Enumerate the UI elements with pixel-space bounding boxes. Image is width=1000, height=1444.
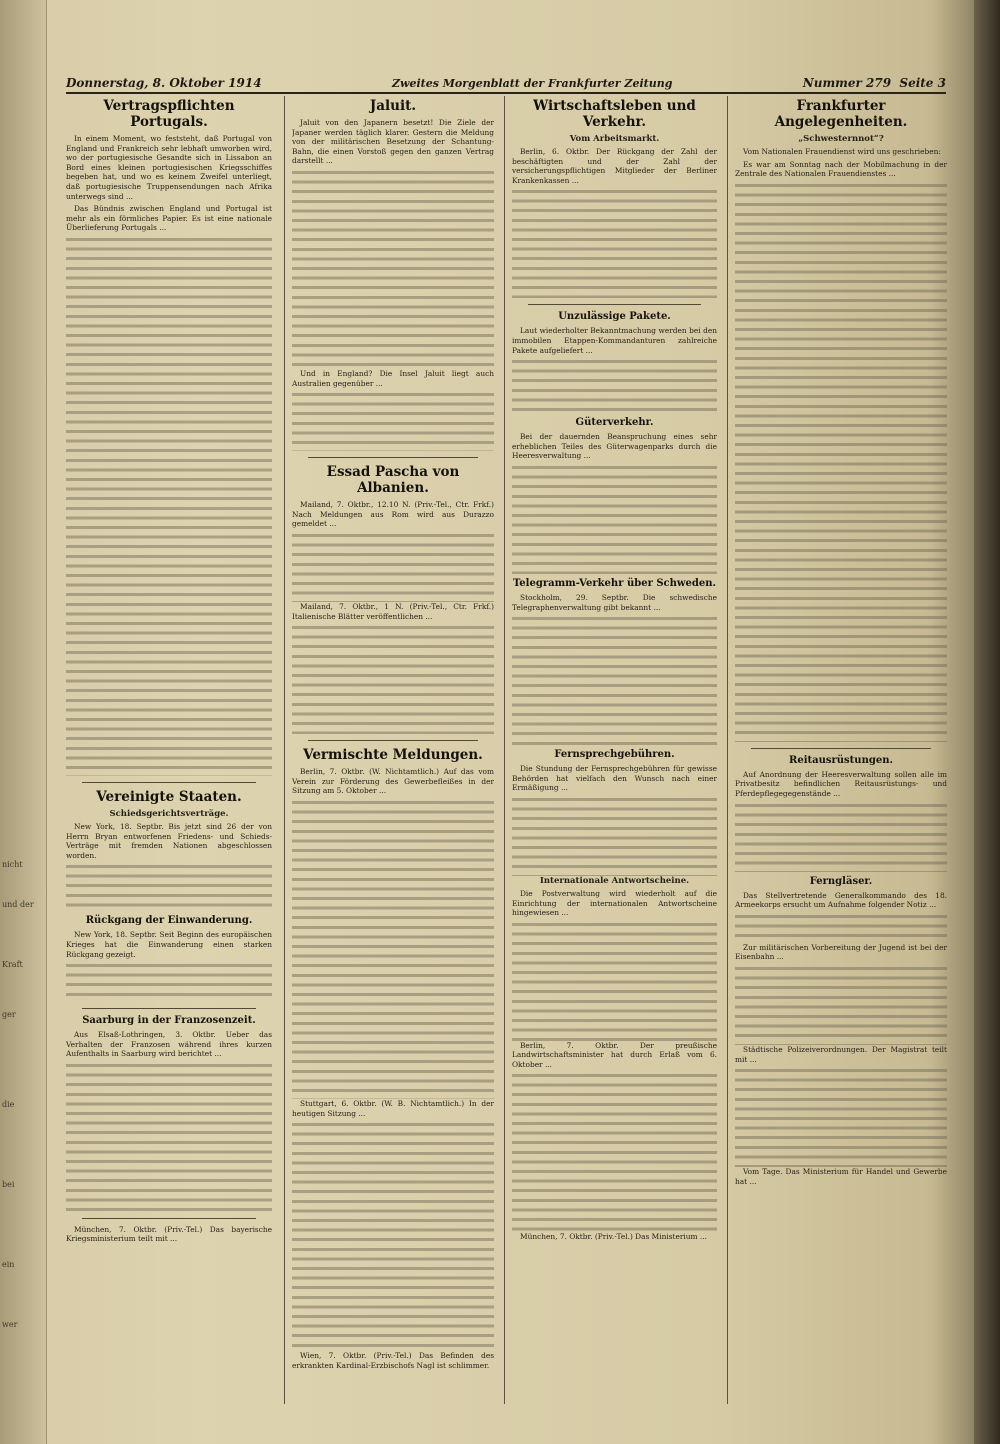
article-text: Die Postverwaltung wird wiederholt auf die Einrichtung der internationalen Antwortscheine hingewiesen ... bbox=[512, 888, 717, 918]
text-block bbox=[735, 802, 947, 872]
divider bbox=[82, 782, 256, 783]
divider bbox=[82, 1008, 256, 1009]
text-block bbox=[512, 1072, 717, 1232]
divider bbox=[528, 304, 701, 305]
text-block bbox=[292, 624, 494, 734]
divider bbox=[751, 748, 931, 749]
article-text: Wien, 7. Oktbr. (Priv.-Tel.) Das Befinden des erkrankten Kardinal-Erzbischofs Nagl ist schlimmer. bbox=[292, 1351, 494, 1370]
article-subheading: Rückgang der Einwanderung. bbox=[85, 915, 253, 927]
text-block bbox=[292, 532, 494, 602]
article-subheading: Internationale Antwortscheine. bbox=[539, 875, 690, 886]
text-block bbox=[66, 236, 272, 776]
article-title: Wirtschaftsleben und Verkehr. bbox=[533, 98, 696, 130]
edge-fragment: wer bbox=[2, 1320, 18, 1329]
article-subheading: Güterverkehr. bbox=[575, 417, 654, 429]
article-text: Stuttgart, 6. Oktbr. (W. B. Nichtamtlich.) In der heutigen Sitzung ... bbox=[292, 1098, 494, 1118]
edge-fragment: ger bbox=[2, 1010, 16, 1019]
edge-fragment: Kraft bbox=[2, 960, 23, 969]
article-text: Vom Nationalen Frauendienst wird uns geschrieben: bbox=[743, 147, 941, 156]
article-text: Berlin, 6. Oktbr. Der Rückgang der Zahl der beschäftigten und der Zahl der versicherungspflichtigen Mitglieder der Berliner Krankenkassen ... bbox=[512, 147, 717, 185]
column-rule bbox=[284, 96, 285, 1404]
column-2 bbox=[292, 96, 494, 1414]
article-text: Vom Tage. Das Ministerium für Handel und Gewerbe hat ... bbox=[735, 1167, 947, 1186]
article-text: München, 7. Oktbr. (Priv.-Tel.) Das bayerische Kriegsministerium teilt mit ... bbox=[66, 1224, 272, 1244]
article-text: München, 7. Oktbr. (Priv.-Tel.) Das Ministerium ... bbox=[520, 1232, 707, 1242]
article-text: Mailand, 7. Oktbr., 1 N. (Priv.-Tel., Ctr. Frkf.) Italienische Blätter veröffentlichen ... bbox=[292, 601, 494, 621]
masthead bbox=[66, 72, 946, 94]
text-block bbox=[512, 921, 717, 1041]
article-text: Das Stellvertretende Generalkommando des 18. Armeekorps ersucht um Aufnahme folgender Notiz ... bbox=[735, 890, 947, 910]
article-subheading: Fernsprechgebühren. bbox=[554, 749, 675, 761]
text-block bbox=[512, 464, 717, 574]
article-text: New York, 18. Septbr. Seit Beginn des europäischen Krieges hat die Einwanderung einen starken Rückgang gezeigt. bbox=[66, 930, 272, 959]
column-rule bbox=[727, 96, 728, 1404]
article-title: Vermischte Meldungen. bbox=[303, 747, 483, 764]
column-3 bbox=[512, 96, 717, 1414]
article-text: Jaluit von den Japanern besetzt! Die Ziele der Japaner werden täglich klarer. Gestern die Meldung von der militärischen Besetzung der Schantung-Bahn, die einen Vorstoß gegen den ganzen Vertrag darstellt ... bbox=[292, 118, 494, 166]
column-1 bbox=[66, 96, 272, 1414]
divider bbox=[82, 1218, 256, 1219]
article-text: Aus Elsaß-Lothringen, 3. Oktbr. Ueber das Verhalten der Franzosen während ihres kurzen Aufenthalts in Saarburg wird berichtet ... bbox=[66, 1030, 272, 1059]
column-rule bbox=[504, 96, 505, 1404]
text-block bbox=[512, 796, 717, 876]
article-text: Zur militärischen Vorbereitung der Jugend ist bei der Eisenbahn ... bbox=[735, 942, 947, 962]
article-subheading: Saarburg in der Franzosenzeit. bbox=[82, 1015, 256, 1027]
edge-fragment: und der bbox=[2, 900, 34, 909]
article-title: Vereinigte Staaten. bbox=[96, 788, 242, 805]
article-text: Die Stundung der Fernsprechgebühren für gewisse Behörden hat vielfach den Wunsch nach einer Ermäßigung ... bbox=[512, 764, 717, 793]
article-title: Frankfurter Angelegenheiten. bbox=[774, 98, 908, 130]
masthead-page: Seite 3 bbox=[899, 76, 946, 90]
article-text: Und in England? Die Insel Jaluit liegt auch Australien gegenüber ... bbox=[292, 368, 494, 388]
text-block bbox=[512, 188, 717, 298]
text-block bbox=[735, 1067, 947, 1167]
article-text: Berlin, 7. Oktbr. Der preußische Landwirtschaftsminister hat durch Erlaß vom 6. Oktober ... bbox=[512, 1040, 717, 1069]
edge-fragment: die bbox=[2, 1100, 15, 1109]
masthead-number: Nummer 279 bbox=[802, 76, 892, 90]
article-title: Essad Pascha von Albanien. bbox=[326, 464, 460, 497]
article-subheading: Unzulässige Pakete. bbox=[558, 311, 671, 323]
divider bbox=[308, 457, 478, 458]
text-block bbox=[512, 615, 717, 745]
text-block bbox=[292, 391, 494, 451]
article-subtitle: „Schwesternnot“? bbox=[798, 134, 884, 144]
article-text: Laut wiederholter Bekanntmachung werden bei den immobilen Etappen-Kommandanturen zahlreiche Pakete aufgeliefert ... bbox=[512, 326, 717, 355]
article-text: Das Bündnis zwischen England und Portugal ist mehr als ein förmliches Papier. Es ist eine nationale Überlieferung Portugals ... bbox=[66, 204, 272, 233]
masthead-date: Donnerstag, 8. Oktober 1914 bbox=[66, 76, 262, 90]
article-text: Es war am Sonntag nach der Mobilmachung in der Zentrale des Nationalen Frauendienstes ... bbox=[735, 159, 947, 179]
masthead-paper: Zweites Morgenblatt der Frankfurter Zeitung bbox=[391, 77, 673, 90]
article-text: Mailand, 7. Oktbr., 12.10 N. (Priv.-Tel., Ctr. Frkf.) Nach Meldungen aus Rom wird aus Durazzo gemeldet ... bbox=[292, 500, 494, 529]
article-title: Vertragspflichten Portugals. bbox=[103, 98, 235, 130]
article-text: Auf Anordnung der Heeresverwaltung sollen alle im Privatbesitz befindlichen Reitausrüstungs- und Pferdepflegegegenstände ... bbox=[735, 769, 947, 798]
edge-fragment: ein bbox=[2, 1260, 15, 1269]
edge-fragment: nicht bbox=[2, 860, 23, 869]
article-title: Jaluit. bbox=[369, 98, 417, 114]
text-block bbox=[512, 358, 717, 413]
article-subheading: Reitausrüstungen. bbox=[789, 754, 893, 766]
text-block bbox=[66, 1062, 272, 1212]
column-4 bbox=[735, 96, 947, 1414]
text-block bbox=[735, 965, 947, 1045]
text-block bbox=[292, 169, 494, 369]
article-text: Bei der dauernden Beanspruchung eines sehr erheblichen Teiles des Güterwagenparks durch die Heeresverwaltung ... bbox=[512, 432, 717, 461]
text-block bbox=[292, 799, 494, 1099]
edge-fragment: bei bbox=[2, 1180, 15, 1189]
article-subtitle: Schiedsgerichtsverträge. bbox=[109, 808, 229, 819]
right-page-edge bbox=[974, 0, 1000, 1444]
text-block bbox=[66, 962, 272, 1002]
divider bbox=[308, 740, 478, 741]
article-text: New York, 18. Septbr. Bis jetzt sind 26 der von Herrn Bryan entworfenen Friedens- und Schieds-Verträge mit fremden Nationen abgeschlossen worden. bbox=[66, 821, 272, 860]
article-text: In einem Moment, wo feststeht, daß Portugal von England und Frankreich sehr lebhaft umworben wird, wo der portugiesische Gesandte sich in Lissabon an Bord eines kleinen portugiesischen Kriegsschiffes begeben hat, und wo es keinem Zweifel unterliegt, daß portugiesische Truppensendungen nach Afrika unterwegs sind ... bbox=[66, 134, 272, 201]
article-text: Städtische Polizeiverordnungen. Der Magistrat teilt mit ... bbox=[735, 1044, 947, 1064]
article-subtitle: Vom Arbeitsmarkt. bbox=[569, 134, 660, 144]
text-block bbox=[66, 863, 272, 911]
article-text: Stockholm, 29. Septbr. Die schwedische Telegraphenverwaltung gibt bekannt ... bbox=[512, 592, 717, 612]
article-subheading: Telegramm-Verkehr über Schweden. bbox=[513, 577, 716, 589]
text-block bbox=[735, 182, 947, 742]
text-block bbox=[735, 913, 947, 943]
article-subheading: Ferngläser. bbox=[809, 875, 873, 887]
left-page-edge bbox=[0, 0, 47, 1444]
masthead-number-page bbox=[803, 76, 946, 90]
article-text: Berlin, 7. Oktbr. (W. Nichtamtlich.) Auf das vom Verein zur Förderung des Gewerbefleißes in der Sitzung am 5. Oktober ... bbox=[292, 767, 494, 796]
text-block bbox=[292, 1121, 494, 1351]
